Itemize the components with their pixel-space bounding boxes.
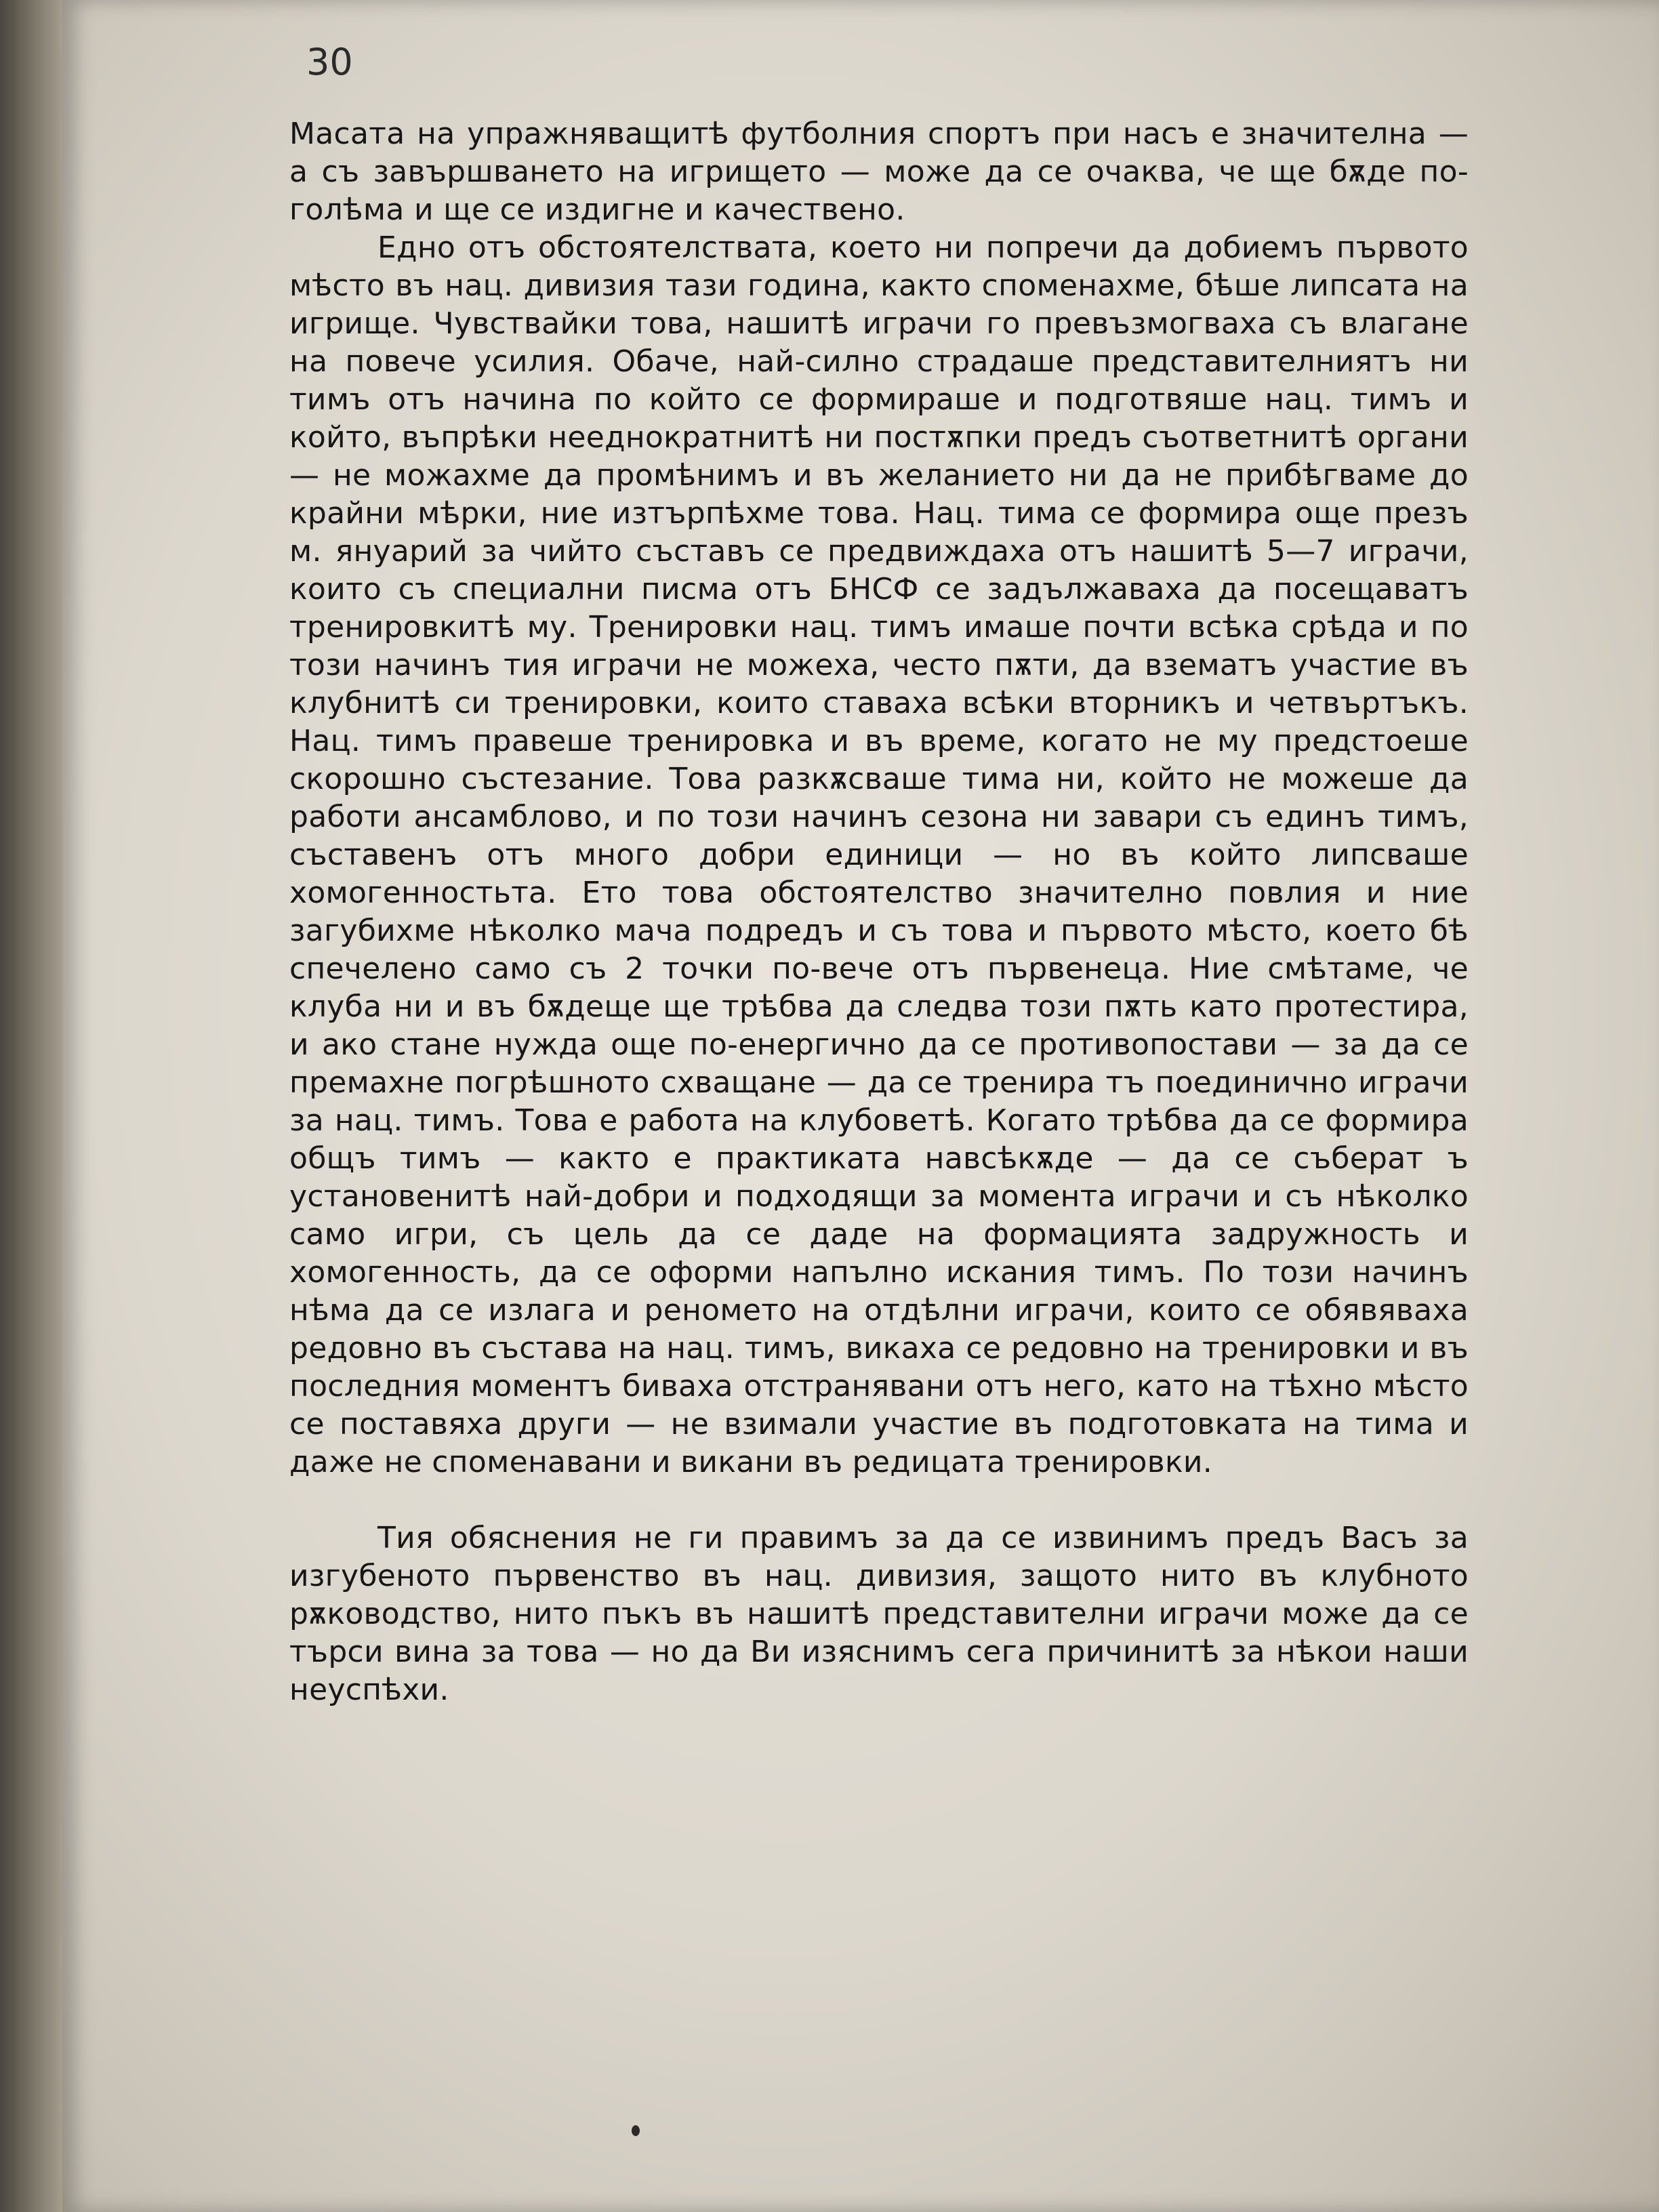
- ink-mark: [632, 2125, 640, 2136]
- paragraph-2: Едно отъ обстоятелствата, което ни попречи да добиемъ първото мѣсто въ нац. дивизия тази година, както споменахме, бѣше липсата на игрище. Чувствайки това, нашитѣ играчи го превъзмогваха съ влагане на повече усилия. Обаче, най-силно страдаше представителниятъ ни тимъ отъ начина по който се формираше и подготвяше нац. тимъ и който, въпрѣки нееднократнитѣ ни постѫпки предъ съответнитѣ органи — не можахме да промѣнимъ и въ желанието ни да не прибѣгваме до крайни мѣрки, ние изтърпѣхме това. Нац. тима се формира още презъ м. януарий за чийто съставъ се предвиждаха отъ нашитѣ 5—7 играчи, които съ специални писма отъ БНСФ се задължаваха да посещаватъ тренировкитѣ му. Тренировки нац. тимъ имаше почти всѣка срѣда и по този начинъ тия играчи не можеха, често пѫти, да взематъ участие въ клубнитѣ си тренировки, които ставаха всѣки вторникъ и четвъртъкъ. Нац. тимъ правеше тренировка и въ време, когато не му предстоеше скорошно състезание. Това разкѫсваше тима ни, който не можеше да работи ансамблово, и по този начинъ сезона ни завари съ единъ тимъ, съставенъ отъ много добри единици — но въ който липсваше хомогенностьта. Ето това обстоятелство значително повлия и ние загубихме нѣколко мача подредъ и съ това и първото мѣсто, което бѣ спечелено само съ 2 точки по-вече отъ първенеца. Ние смѣтаме, че клуба ни и въ бѫдеще ще трѣбва да следва този пѫть като протестира, и ако стане нужда още по-енергично да се противопостави — за да се премахне погрѣшното схващане — да се тренира тъ поединично играчи за нац. тимъ. Това е работа на клубоветѣ. Когато трѣбва да се формира общъ тимъ — както е практиката навсѣкѫде — да се съберат ъ установенитѣ най-добри и подходящи за момента играчи и съ нѣколко само игри, съ цель да се даде на формацията задружность и хомогенность, да се оформи напълно искания тимъ. По този начинъ нѣма да се излага и реномето на отдѣлни играчи, които се обявяваха редовно въ състава на нац. тимъ, викаха се редовно на тренировки и въ последния моментъ биваха отстранявани отъ него, като на тѣхно мѣсто се поставяха други — не взимали участие въ подготовката на тима и даже не споменавани и викани въ редицата тренировки.: [289, 230, 1469, 1479]
- facing-page-edge: [0, 0, 62, 2212]
- body-text: [289, 115, 1469, 1709]
- page-number: 30: [306, 41, 353, 83]
- book-page: [62, 0, 1659, 2212]
- paragraph-3: Тия обяснения не ги правимъ за да се извинимъ предъ Васъ за изгубеното първенство въ нац. дивизия, защото нито въ клубното рѫководство, нито пъкъ въ нашитѣ представителни играчи може да се търси вина за това — но да Ви изяснимъ сега причинитѣ за нѣкои наши неуспѣхи.: [289, 1521, 1469, 1707]
- paragraph-1: Масата на упражняващитѣ футболния спортъ при насъ е значителна — а съ завършването на игрището — може да се очаква, че ще бѫде по-голѣма и ще се издигне и качествено.: [289, 117, 1469, 227]
